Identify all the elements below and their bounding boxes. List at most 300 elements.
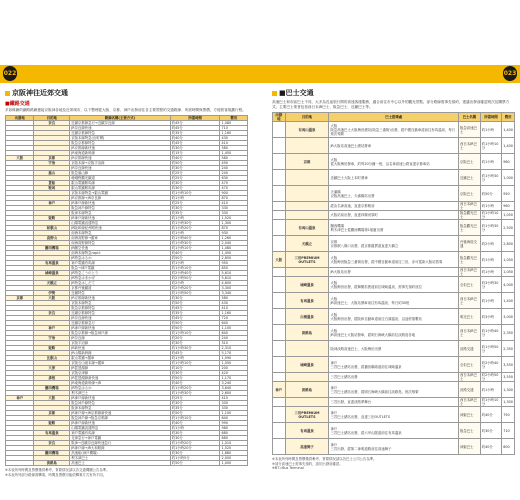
time-cell: 約40分 [170, 156, 220, 161]
route-cell: 阪急神戶線特急 [70, 401, 171, 406]
route-cell: 京阪本線特急(出町柳) [70, 136, 171, 141]
fare-cell: 410 [220, 306, 248, 311]
fare-cell: 710 [502, 423, 515, 439]
route-cell: JR京都線→JR奈良線 [70, 196, 171, 201]
time-cell: 約1小時50分 [170, 291, 220, 296]
column-header: 所需時間 [480, 113, 502, 122]
footnote-line: ※部分高速巴士需事先預約，請於出發前確認。 [272, 461, 343, 466]
table-row [273, 373, 515, 382]
table-row [273, 423, 515, 439]
fare-cell: 3,300 [220, 286, 248, 291]
destination-cell: 城崎溫泉 [285, 357, 329, 373]
stop-detail: 大阪梅田阪急三番街出發，經中國自動車道前往三田，亦可從新大阪站搭乘 [330, 259, 443, 264]
route-cell: 阪急京都線→阪急神戶線 [70, 331, 171, 336]
bus-name-cell: 西日本JR巴士 [458, 138, 480, 154]
origin-cell [273, 154, 286, 170]
route-cell: 南海高野線→纜車 [70, 236, 171, 241]
route-cell: JR東海道新幹線→JR [70, 381, 171, 386]
fare-cell: 870 [220, 226, 248, 231]
time-cell: 約30分 [170, 181, 220, 186]
route-cell: 南海高野線特急 [70, 241, 171, 246]
route-cell: 神戶電鐵有馬線 [70, 431, 171, 436]
destination-cell: 有馬溫泉 [34, 261, 70, 266]
stop-detail: 從大阪梅田發車，約每20分鐘一班，沿名神高速公路直達京都車站 [330, 161, 430, 166]
route-cell: 京都丹後鐵道 [70, 286, 171, 291]
bus-name-cell: 全但巴士 [458, 357, 480, 373]
time-cell: 約1小時 [480, 154, 502, 170]
route-cell: JR琵琶湖線新快速 [70, 376, 171, 381]
right-section-title: ■巴士交通 [272, 88, 515, 98]
fare-cell: 710 [220, 126, 248, 131]
time-cell: 約1小時10分 [170, 416, 220, 421]
route-cell: 阪急京都線特急 [70, 306, 171, 311]
time-cell: 約45分 [170, 306, 220, 311]
fare-cell: 1,400 [502, 138, 515, 154]
time-cell: 約40分 [170, 381, 220, 386]
stop-name: 神戶 [330, 426, 338, 431]
time-cell: 約40分 [170, 136, 220, 141]
time-cell: 約50分 [170, 461, 220, 466]
time-cell: 約45分 [170, 351, 220, 356]
bus-name-cell: 京阪巴士 [458, 186, 480, 202]
route-cell: JR奈良線快速 [70, 166, 171, 171]
destination-cell: 關西機場 [34, 246, 70, 251]
origin-cell [273, 423, 286, 439]
table-row [273, 220, 515, 236]
time-cell: 約35分 [170, 311, 220, 316]
route-cell: 近鐵京都線急行 [70, 321, 171, 326]
destination-cell [285, 398, 329, 407]
fare-cell: 1,520 [220, 446, 248, 451]
stop-cell [329, 268, 459, 277]
origin-cell: 神戶 [273, 382, 286, 398]
fare-cell: 490 [220, 161, 248, 166]
route-cell: 京阪宇治線 [70, 341, 171, 346]
route-cell: JR關空快速 [70, 246, 171, 251]
fare-cell: 1,170 [220, 376, 248, 381]
route-cell: 近鐵特急 [70, 291, 171, 296]
route-cell: JR神戶線新快速 [70, 421, 171, 426]
fare-cell: 1,300 [502, 382, 515, 398]
fare-cell: 200 [220, 366, 248, 371]
stop-detail: JR高速巴士，大阪站發車前往有馬溫泉，每日約30班 [330, 300, 410, 305]
destination-cell: 三田PREMIUM OUTLETS [285, 407, 329, 423]
stop-cell [329, 170, 459, 186]
fare-cell: 5,610 [220, 276, 248, 281]
time-cell: 約25分 [170, 201, 220, 206]
route-cell: JR山陽新幹線 [70, 351, 171, 356]
time-cell: 約3小時30分 [480, 277, 502, 293]
destination-cell: 淡路島 [34, 461, 70, 466]
route-cell: 北神急行→神戶電鐵 [70, 436, 171, 441]
bus-name-cell: 阪急巴士 [458, 423, 480, 439]
route-cell: 利木津巴士 [70, 391, 171, 396]
route-cell: JR神戶線新快速 [70, 216, 171, 221]
origin-cell [6, 461, 34, 466]
stop-detail: JR高速巴士大阪站發車，經明石海峽大橋前往淡路島各地 [330, 332, 416, 337]
time-cell: 約1小時 [170, 231, 220, 236]
time-cell: 約1小時30分 [170, 391, 220, 396]
rail-table [5, 115, 248, 466]
destination-cell [285, 170, 329, 186]
stop-cell [329, 122, 459, 138]
fare-cell: 600 [502, 439, 515, 455]
destination-cell: 城崎溫泉 [34, 271, 70, 276]
left-page [5, 88, 248, 477]
fare-cell: 240 [220, 336, 248, 341]
route-cell: 阪急→神戶電鐵 [70, 266, 171, 271]
fare-cell: 850 [220, 266, 248, 271]
time-cell: 約1小時 [480, 293, 502, 309]
column-header: 巴士搭乘處 [329, 113, 459, 122]
destination-cell: 奈良 [34, 121, 70, 126]
origin-cell: 大阪 [6, 156, 34, 161]
stop-detail: 三宮巴士總站出發，經播但聯絡道前往城崎溫泉 [330, 364, 402, 369]
right-footnotes [272, 457, 515, 471]
destination-cell: 姬路 [34, 216, 70, 221]
route-cell: 叡山電鐵鞍馬線 [70, 181, 171, 186]
route-cell: 叡山電鐵鞍馬線 [70, 186, 171, 191]
fare-cell: 1,450 [220, 251, 248, 256]
route-cell: 山陽電鐵直通特急 [70, 426, 171, 431]
fare-cell: 410 [220, 201, 248, 206]
destination-cell: 白濱溫泉 [285, 309, 329, 325]
stop-cell [329, 407, 459, 423]
route-cell: JR神戶線新快速 [70, 326, 171, 331]
time-cell: 約1小時10分 [480, 138, 502, 154]
destination-cell: 有馬溫泉 [34, 431, 70, 436]
time-cell: 約1小時 [170, 356, 220, 361]
destination-cell: 關西機場 [34, 386, 70, 391]
stop-detail: 阪神淡路高速巴士，大阪梅田出發 [330, 346, 382, 351]
rail-subtitle: ■鐵路交通 [5, 101, 30, 107]
fare-cell: 470 [220, 181, 248, 186]
time-cell: 約20分 [170, 336, 220, 341]
route-cell: 嵯峨野觀光鐵道 [70, 176, 171, 181]
route-cell: 阪神本線特急 [70, 406, 171, 411]
time-cell: 約30分 [170, 186, 220, 191]
fare-cell: 1,300 [220, 221, 248, 226]
origin-cell [273, 236, 286, 252]
fare-cell: 410 [220, 141, 248, 146]
column-header: 費用 [220, 116, 248, 121]
stop-detail: 經由名神高速，直達京都駅前 [330, 204, 375, 208]
stop-cell [329, 154, 459, 170]
time-cell: 約1小時40分 [170, 236, 220, 241]
origin-cell [273, 439, 286, 455]
fare-cell: 930 [220, 231, 248, 236]
stop-cell [329, 293, 459, 309]
fare-cell: 960 [502, 154, 515, 170]
time-cell: 約1小時30分 [170, 241, 220, 246]
destination-cell: 淡路島 [285, 382, 329, 398]
route-cell: JR新快速 [70, 346, 171, 351]
time-cell: 約1小時20分 [170, 386, 220, 391]
table-row [273, 309, 515, 325]
time-cell: 約1小時20分 [170, 446, 220, 451]
table-row [6, 461, 248, 466]
destination-cell: 姬路 [34, 421, 70, 426]
fare-cell: 640 [220, 321, 248, 326]
stop-name: 大阪 [330, 255, 338, 260]
route-cell: 高速巴士 [70, 461, 171, 466]
stop-cell [329, 236, 459, 252]
stop-name: 京都 [330, 239, 338, 244]
destination-cell: 奈良 [34, 441, 70, 446]
destination-cell [285, 186, 329, 202]
destination-cell: 和歌山 [34, 226, 70, 231]
destination-cell: 有馬山溫泉 [285, 122, 329, 138]
stop-name: 關西機場 [330, 223, 344, 228]
time-cell: 約1小時 [480, 268, 502, 277]
origin-cell [273, 211, 286, 220]
time-cell: 約1小時30分 [170, 346, 220, 351]
destination-cell: 天橋立 [34, 281, 70, 286]
route-cell: 京阪石山坂本線→纜車 [70, 361, 171, 366]
time-cell: 約30分 [170, 206, 220, 211]
stop-cell [329, 325, 459, 341]
time-cell: 約45分 [170, 126, 220, 131]
bullet-icon [272, 91, 277, 96]
stop-name: 神戶 [330, 442, 338, 447]
bus-name-cell: 淡路交通 [458, 382, 480, 398]
stop-cell [329, 357, 459, 373]
route-cell: 利木津巴士 [70, 456, 171, 461]
column-header: 巴士名稱 [458, 113, 480, 122]
stop-name: 大阪 [330, 123, 338, 128]
time-cell: 約30分 [480, 423, 502, 439]
bus-name-cell: 京阪巴士 [458, 154, 480, 170]
table-row [273, 268, 515, 277]
table-row [273, 277, 515, 293]
time-cell: 約1小時10分 [480, 398, 502, 407]
route-cell: JR特急こうのとり [70, 271, 171, 276]
stop-detail: JR大阪站出發 [330, 270, 351, 274]
destination-cell: 嵐山 [34, 171, 70, 176]
destination-cell: 高速舞子 [285, 439, 329, 455]
fare-cell: 2,500 [502, 220, 515, 236]
time-cell: 約35分 [170, 211, 220, 216]
fare-cell: 1,100 [220, 411, 248, 416]
stop-name: 神戶 [330, 410, 338, 415]
time-cell: 約2小時50分 [480, 373, 502, 382]
origin-cell [273, 138, 286, 154]
route-cell: 阪神→近鐵奈良線快速急行 [70, 441, 171, 446]
route-cell: JR京都線快速 [70, 156, 171, 161]
stop-cell [329, 423, 459, 439]
origin-cell [273, 202, 286, 211]
fare-cell: 3,550 [502, 357, 515, 373]
destination-cell: 京都 [34, 411, 70, 416]
origin-cell [273, 268, 286, 277]
time-cell: 約25分 [170, 176, 220, 181]
route-cell: JR奈良線 [70, 336, 171, 341]
fare-cell: 1,050 [502, 252, 515, 268]
time-cell: 約40分 [480, 439, 502, 455]
fare-cell: 1,100 [220, 326, 248, 331]
destination-cell [285, 373, 329, 382]
fare-cell: 1,520 [220, 216, 248, 221]
fare-cell: 310 [220, 341, 248, 346]
time-cell: 約50分 [170, 301, 220, 306]
stop-detail: 三宮巴士總站出發，經明石海峽大橋前往淡路島，班次頻繁 [330, 389, 419, 394]
time-cell: 約1小時20分 [170, 441, 220, 446]
fare-cell: 1,450 [220, 151, 248, 156]
origin-cell [273, 293, 286, 309]
origin-cell [273, 309, 286, 325]
time-cell: 約2小時 [480, 236, 502, 252]
stop-name: 大阪 [330, 312, 338, 317]
destination-cell: 有馬溫泉 [285, 423, 329, 439]
destination-cell: 宇治 [34, 336, 70, 341]
stop-cell [329, 277, 459, 293]
destination-cell: 宇治 [34, 161, 70, 166]
route-cell: 阪神本線特急 [70, 211, 171, 216]
fare-cell: 4,000 [502, 277, 515, 293]
table-row [273, 236, 515, 252]
fare-cell: 1,300 [502, 398, 515, 407]
table-row [273, 170, 515, 186]
route-cell: JR神戶線新快速 [70, 201, 171, 206]
time-cell: 約2小時 [170, 281, 220, 286]
stop-cell [329, 186, 459, 202]
route-cell: 阪急嵐山線 [70, 171, 171, 176]
left-footnotes [5, 468, 248, 477]
route-cell: JR神戶線→JR大和路線 [70, 446, 171, 451]
time-cell: 約1小時 [480, 202, 502, 211]
route-cell: 近鐵京都線特急 [70, 311, 171, 316]
time-cell: 約1小時40分 [480, 325, 502, 341]
time-cell: 約50分 [170, 161, 220, 166]
fare-cell: 1,050 [220, 361, 248, 366]
footnote-line: ※本表所列時間及票價僅供參考，實際情況請以各交通機關公告為準。 [5, 468, 110, 472]
time-cell: 約30分 [170, 431, 220, 436]
destination-cell: 大阪 [34, 296, 70, 301]
stop-detail: 大阪梅田出發，經舞鶴若狹道前往城崎溫泉，需事先預約座位 [330, 284, 422, 289]
fare-cell: 1,050 [502, 211, 515, 220]
stop-cell [329, 252, 459, 268]
time-cell: 約1小時 [170, 261, 220, 266]
bus-name-cell: 阪急觀光巴士 [458, 211, 480, 220]
fare-cell: 2,350 [502, 341, 515, 357]
bus-name-cell: 近鐵巴士 [458, 170, 480, 186]
fare-cell: 470 [220, 186, 248, 191]
fare-cell: 1,400 [502, 122, 515, 138]
route-cell: 京阪本線特急→叡山電鐵 [70, 191, 171, 196]
origin-cell [273, 357, 286, 373]
origin-cell [273, 373, 286, 382]
destination-cell: 有馬山溫泉 [285, 220, 329, 236]
destination-cell: 京都 [34, 156, 70, 161]
time-cell: 約15分 [170, 151, 220, 156]
route-cell: 神戶電鐵有馬線 [70, 261, 171, 266]
time-cell: 約1小時 [480, 252, 502, 268]
time-cell: 約2小時50分 [170, 276, 220, 281]
stop-name: 神戶 [330, 360, 338, 365]
fare-cell: 2,310 [220, 346, 248, 351]
bus-name-cell: 西日本JR巴士 [458, 293, 480, 309]
table-row [273, 325, 515, 341]
route-cell: 高速船(神戶機場) [70, 451, 171, 456]
bus-name-cell: 西日本JR巴士 [458, 373, 480, 382]
time-cell: 約30分 [170, 166, 220, 171]
destination-cell: 大阪 [34, 396, 70, 401]
origin-cell: 京都 [6, 296, 34, 301]
time-cell: 約40分 [170, 251, 220, 256]
destination-cell: 神戶 [34, 326, 70, 331]
destination-cell: 天橋立 [285, 236, 329, 252]
fare-cell: 2,350 [502, 325, 515, 341]
destination-cell: 城崎溫泉 [285, 277, 329, 293]
destination-cell: 關西機場 [34, 451, 70, 456]
origin-cell [273, 186, 286, 202]
fare-cell: 1,000 [502, 170, 515, 186]
time-cell: 約25分 [170, 396, 220, 401]
stop-detail: 京都駅八條口出發，經京都縱貫道直達天橋立 [330, 243, 399, 248]
fare-cell: 950 [502, 186, 515, 202]
bus-table [272, 112, 515, 455]
stop-detail: 京阪高速巴士，天滿橋站出發 [330, 193, 375, 198]
fare-cell: 330 [220, 406, 248, 411]
bus-name-cell: 西日本JR巴士 [458, 202, 480, 211]
route-cell: JR特急はるか [70, 386, 171, 391]
time-cell: 約30分 [170, 296, 220, 301]
destination-cell: 三田PREMIUM OUTLETS [285, 252, 329, 268]
fare-cell: 420 [220, 371, 248, 376]
destination-cell [285, 138, 329, 154]
route-cell: 京阪京津線 [70, 371, 171, 376]
time-cell: 約40分 [480, 407, 502, 423]
stop-detail: 三宮出發，經第二神明道路前往高速舞子 [330, 446, 392, 451]
fare-cell: 5,170 [220, 351, 248, 356]
route-cell: JR特急はるか [70, 256, 171, 261]
time-cell: 約25分 [170, 171, 220, 176]
footnote-line: ※本表所列部分路線需轉乘，時間及票價可能依轉乘方式有所不同。 [5, 472, 107, 477]
time-cell: 約1小時 [170, 216, 220, 221]
stop-detail: 三宮出發，直達淡路夢舞台 [330, 400, 372, 404]
origin-cell [273, 170, 286, 186]
fare-cell: 2,000 [220, 456, 248, 461]
fare-cell: 630 [220, 176, 248, 181]
time-cell: 約1小時 [170, 196, 220, 201]
stop-name: 神戶 [330, 385, 338, 390]
bus-name-cell: 丹後海陸交通 [458, 236, 480, 252]
destination-cell: 高野山 [34, 236, 70, 241]
bus-name-cell: 全但巴士 [458, 277, 480, 293]
page-number-left: 022 [3, 66, 17, 81]
fare-cell: 1,050 [502, 268, 515, 277]
page-number-right: 023 [503, 66, 517, 81]
time-cell: 約30分 [170, 451, 220, 456]
fare-cell: 750 [502, 407, 515, 423]
route-cell: 京阪本線特急 [70, 301, 171, 306]
route-cell: 近鐵京都線急行→近鐵奈良線 [70, 121, 171, 126]
column-header: 目的地 [285, 113, 329, 122]
table-row [273, 138, 515, 154]
table-row [273, 154, 515, 170]
bus-name-cell: 明光巴士 [458, 309, 480, 325]
destination-cell: 奈良 [34, 311, 70, 316]
left-intro: 多如蛛網的鐵路路網連接京阪神各地及近郊城市，以下整理從大阪、京都、神戶出發前往各主要景點的交通路線、所需時間與票價，方便旅客規劃行程。 [5, 108, 246, 112]
fare-cell: 3,640 [220, 386, 248, 391]
fare-cell: 3,000 [502, 309, 515, 325]
origin-cell: 大阪 [273, 252, 286, 268]
fare-cell: 1,160 [220, 131, 248, 136]
origin-cell [273, 398, 286, 407]
fare-cell: 1,260 [220, 236, 248, 241]
stop-name: 大阪 [330, 157, 338, 162]
route-cell: 南海本線特急rapi:t [70, 251, 171, 256]
